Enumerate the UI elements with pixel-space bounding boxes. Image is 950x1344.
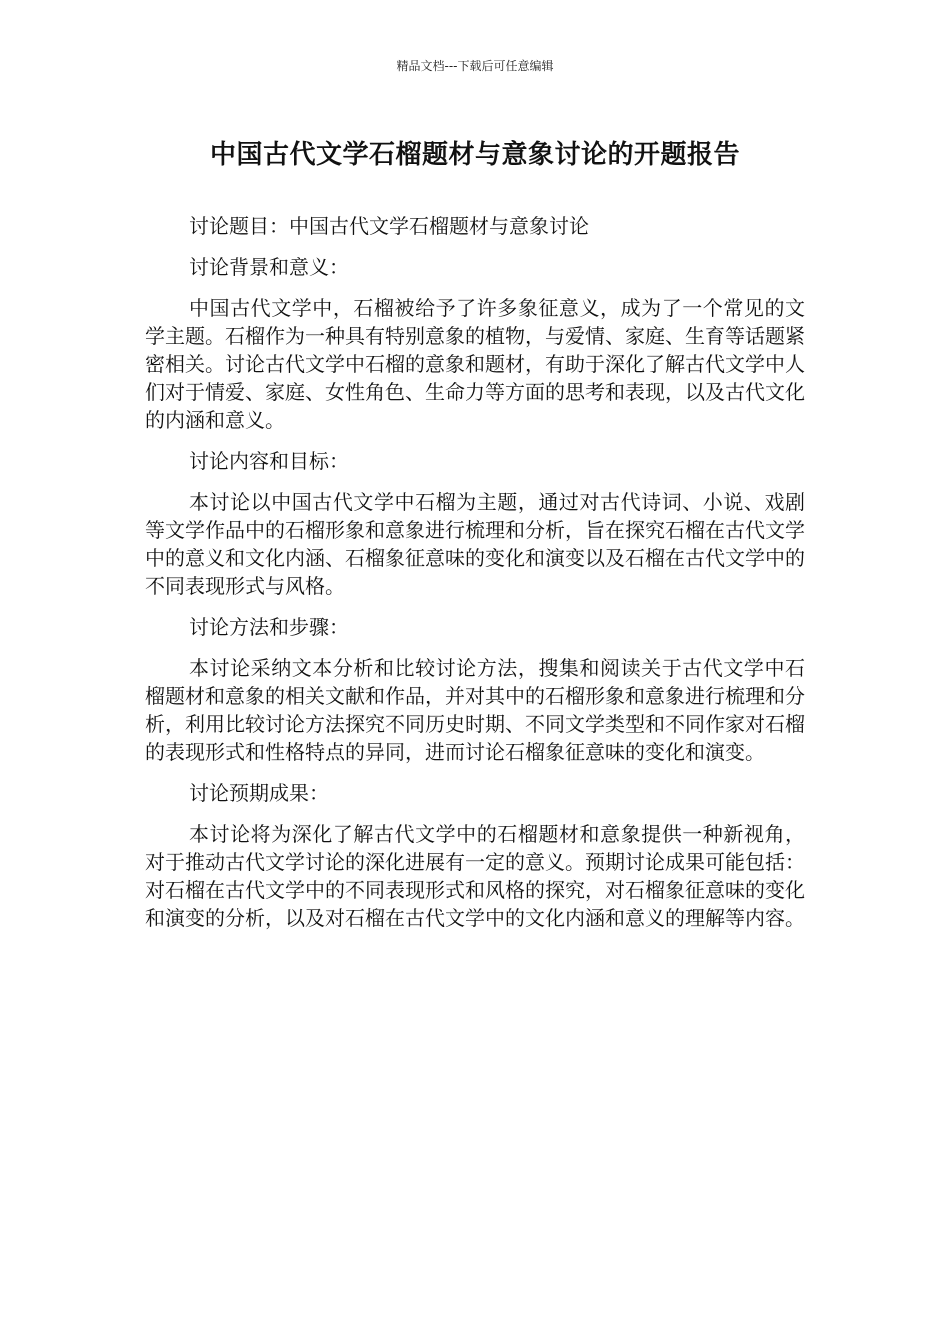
section-heading-method: 讨论方法和步骤： [189, 615, 349, 639]
document-body [145, 212, 805, 945]
topic-line: 讨论题目：中国古代文学石榴题材与意象讨论 [189, 214, 589, 238]
section-heading-background: 讨论背景和意义： [189, 255, 349, 279]
section-heading-content: 讨论内容和目标： [189, 449, 349, 473]
section-body-results: 本讨论将为深化了解古代文学中的石榴题材和意象提供一种新视角，对于推动古代文学讨论的深化进展有一定的意义。预期讨论成果可能包括：对石榴在古代文学中的不同表现形式和风格的探究，对石榴象征意味的变化和演变的分析，以及对石榴在古代文学中的文化内涵和意义的理解等内容。 [145, 822, 805, 930]
section-body-method: 本讨论采纳文本分析和比较讨论方法，搜集和阅读关于古代文学中石榴题材和意象的相关文献和作品，并对其中的石榴形象和意象进行梳理和分析，利用比较讨论方法探究不同历史时期、不同文学类型和不同作家对石榴的表现形式和性格特点的异同，进而讨论石榴象征意味的变化和演变。 [145, 656, 805, 764]
section-body-content: 本讨论以中国古代文学中石榴为主题，通过对古代诗词、小说、戏剧等文学作品中的石榴形象和意象进行梳理和分析，旨在探究石榴在古代文学中的意义和文化内涵、石榴象征意味的变化和演变以及石榴在古代文学中的不同表现形式与风格。 [145, 490, 805, 598]
page-header-note: 精品文档---下载后可任意编辑 [396, 59, 554, 73]
section-heading-results: 讨论预期成果： [189, 781, 329, 805]
document-title: 中国古代文学石榴题材与意象讨论的开题报告 [209, 140, 740, 170]
section-body-background: 中国古代文学中，石榴被给予了许多象征意义，成为了一个常见的文学主题。石榴作为一种具有特别意象的植物，与爱情、家庭、生育等话题紧密相关。讨论古代文学中石榴的意象和题材，有助于深化了解古代文学中人们对于情爱、家庭、女性角色、生命力等方面的思考和表现，以及古代文化的内涵和意义。 [145, 296, 805, 432]
